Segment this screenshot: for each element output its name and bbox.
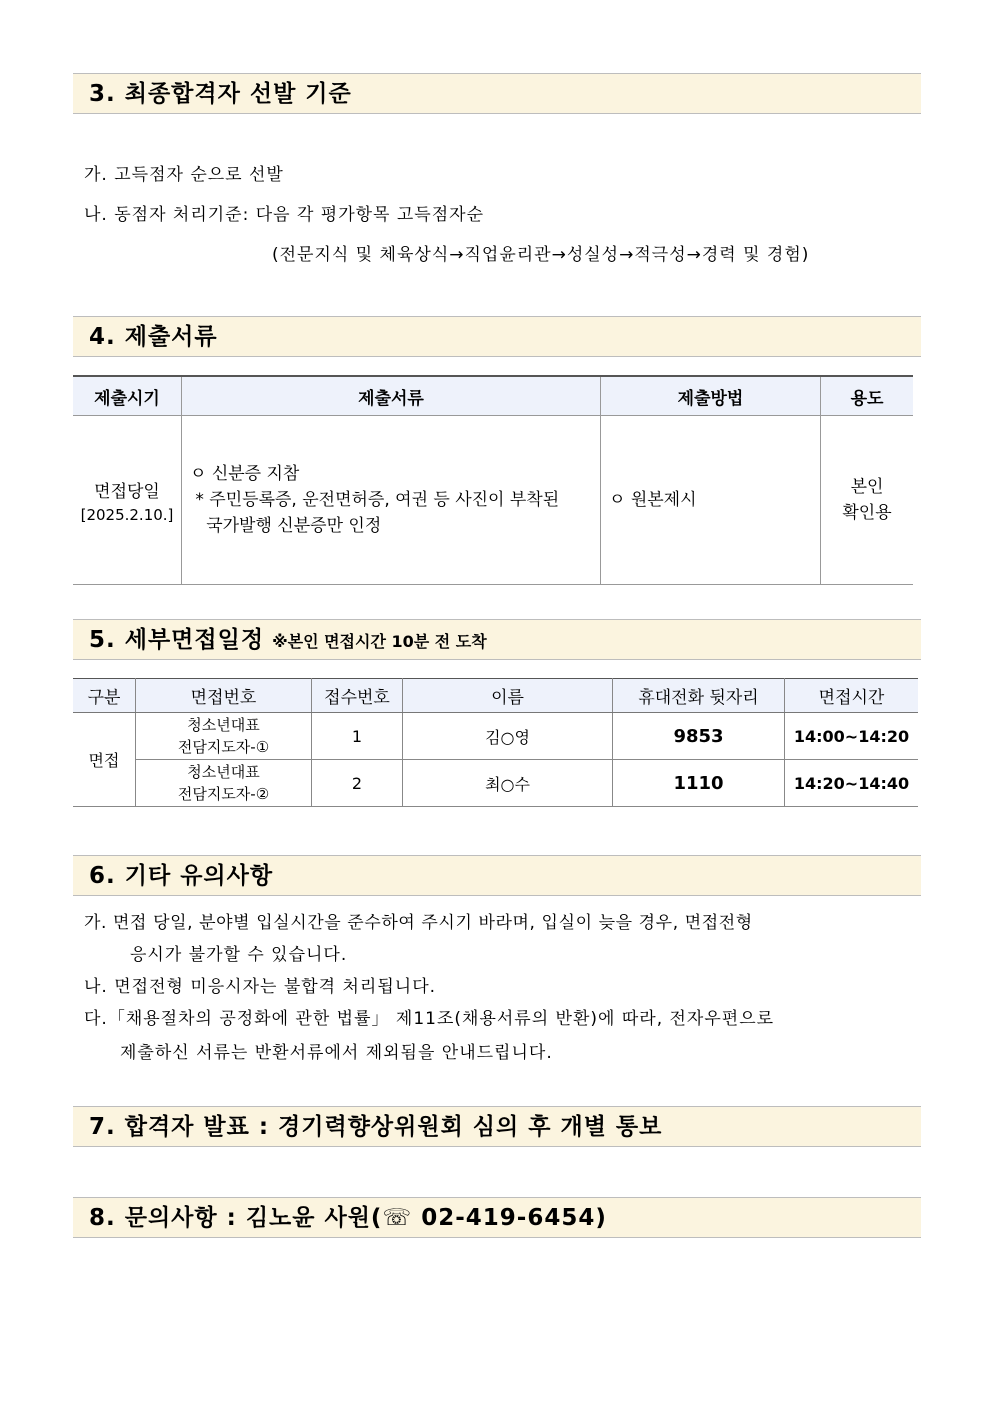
usage-line: 확인용 (842, 503, 892, 523)
notice-a: 가. 면접 당일, 분야별 입실시간을 준수하여 주시기 바라며, 입실이 늦을 경우, 면접전형 (84, 913, 753, 933)
arrival-note: ※본인 면접시간 10분 전 도착 (272, 632, 487, 651)
interview-number-line: 청소년대표 (187, 716, 260, 734)
notice-a-cont: 응시가 불가할 수 있습니다. (130, 945, 348, 965)
section-5-heading (73, 619, 921, 660)
section-5-title: 5. 세부면접일정 (89, 627, 265, 653)
table-row (73, 760, 918, 807)
interview-number-line: 전담지도자-② (177, 785, 270, 803)
criteria-b-detail: (전문지식 및 체육상식→직업윤리관→성실성→적극성→경력 및 경험) (272, 245, 810, 265)
section-3-heading: 3. 최종합격자 선발 기준 (73, 73, 921, 114)
header-cell: 용도 (821, 376, 914, 416)
interview-number-cell (136, 760, 312, 807)
usage-line: 본인 (850, 477, 884, 497)
header-cell: 구분 (73, 679, 136, 713)
receipt-number-cell: 2 (312, 760, 403, 807)
doc-line: ㅇ 신분증 지참 (190, 464, 300, 484)
table-row (73, 416, 913, 585)
documents-cell (182, 416, 601, 585)
section-4-heading: 4. 제출서류 (73, 316, 921, 357)
phone-cell: 9853 (613, 713, 785, 760)
header-cell: 제출서류 (182, 376, 601, 416)
method-cell (601, 416, 821, 585)
table-header-row (73, 376, 913, 416)
name-cell: 김○영 (403, 713, 613, 760)
table-header-row (73, 679, 918, 713)
receipt-number-cell: 1 (312, 713, 403, 760)
submit-when: 면접당일 (94, 481, 160, 502)
interview-number-line: 전담지도자-① (177, 738, 270, 756)
section-8-heading: 8. 문의사항 : 김노윤 사원(☏ 02-419-6454) (73, 1197, 921, 1238)
method: ㅇ 원본제시 (609, 490, 697, 510)
time-cell: 14:00~14:20 (785, 713, 919, 760)
interview-schedule-table (73, 678, 918, 807)
notice-b: 나. 면접전형 미응시자는 불합격 처리됩니다. (84, 977, 437, 997)
header-cell: 제출시기 (73, 376, 182, 416)
header-cell: 제출방법 (601, 376, 821, 416)
section-6-heading: 6. 기타 유의사항 (73, 855, 921, 896)
header-cell: 면접번호 (136, 679, 312, 713)
notice-c: 다.「채용절차의 공정화에 관한 법률」 제11조(채용서류의 반환)에 따라, 전자우편으로 (84, 1009, 775, 1029)
header-cell: 접수번호 (312, 679, 403, 713)
table-row (73, 713, 918, 760)
category-cell: 면접 (73, 713, 136, 807)
interview-number-cell (136, 713, 312, 760)
name-cell: 최○수 (403, 760, 613, 807)
phone-cell: 1110 (613, 760, 785, 807)
submit-when-cell (73, 416, 182, 585)
criteria-b: 나. 동점자 처리기준: 다음 각 평가항목 고득점자순 (84, 205, 484, 225)
doc-line: * 주민등록증, 운전면허증, 여권 등 사진이 부착된 (190, 490, 560, 510)
header-cell: 면접시간 (785, 679, 919, 713)
submit-date: [2025.2.10.] (80, 505, 174, 524)
header-cell: 휴대전화 뒷자리 (613, 679, 785, 713)
header-cell: 이름 (403, 679, 613, 713)
documents-table (73, 375, 913, 585)
usage-cell (821, 416, 914, 585)
doc-line: 국가발행 신분증만 인정 (190, 516, 382, 536)
section-7-heading: 7. 합격자 발표 : 경기력향상위원회 심의 후 개별 통보 (73, 1106, 921, 1147)
notice-c-cont: 제출하신 서류는 반환서류에서 제외됨을 안내드립니다. (120, 1043, 553, 1063)
interview-number-line: 청소년대표 (187, 763, 260, 781)
time-cell: 14:20~14:40 (785, 760, 919, 807)
criteria-a: 가. 고득점자 순으로 선발 (84, 165, 284, 185)
